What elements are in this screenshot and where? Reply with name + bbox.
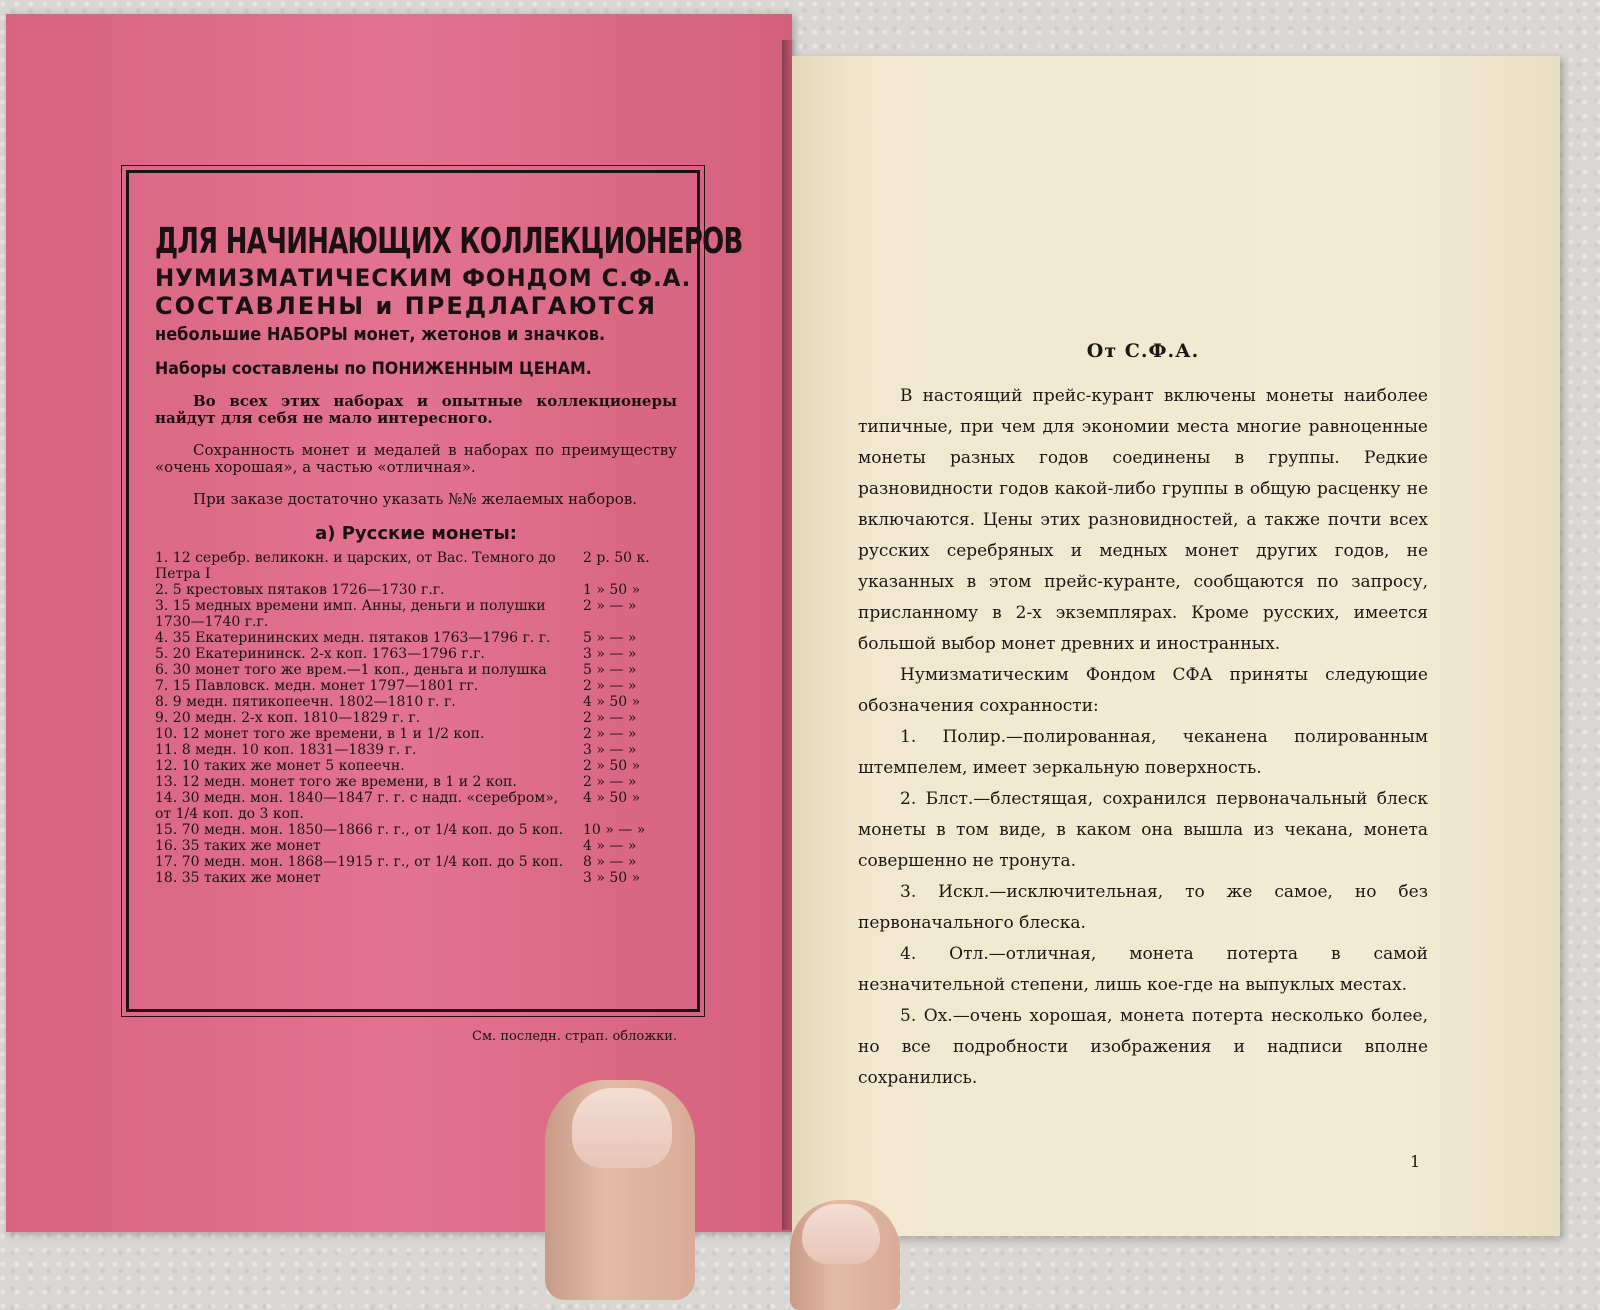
coin-set-description: 7. 15 Павловск. медн. монет 1797—1801 гг.	[155, 678, 479, 694]
coin-set-price: 4 » — »	[583, 838, 637, 854]
coin-set-price: 3 » — »	[583, 742, 637, 758]
coin-set-description: 18. 35 таких же монет	[155, 870, 321, 886]
coin-set-item	[155, 662, 677, 678]
coin-set-price: 10 » — »	[583, 822, 646, 838]
coin-set-price: 2 р. 50 к.	[583, 550, 650, 566]
page-number: 1	[1410, 1152, 1421, 1171]
coin-set-description: 8. 9 медн. пятикопеечн. 1802—1810 г. г.	[155, 694, 456, 710]
coin-set-item	[155, 726, 677, 742]
page-paragraph: 5. Ох.—очень хорошая, монета потерта несколько более, но все подробности изображения и надписи вполне сохранились.	[858, 1006, 1428, 1088]
coin-set-description: 12. 10 таких же монет 5 копеечн.	[155, 758, 405, 774]
coin-set-price: 1 » 50 »	[583, 582, 641, 598]
thumbnail-right	[802, 1204, 880, 1264]
coin-set-price: 2 » — »	[583, 774, 637, 790]
ad-line-fund: НУМИЗМАТИЧЕСКИМ ФОНДОМ С.Ф.А.	[155, 264, 692, 292]
right-page	[792, 56, 1560, 1236]
coin-set-price: 3 » — »	[583, 646, 637, 662]
coin-set-list	[155, 550, 677, 886]
coin-set-price: 2 » — »	[583, 710, 637, 726]
coin-set-description: 9. 20 медн. 2-х коп. 1810—1829 г. г.	[155, 710, 421, 726]
coin-set-item	[155, 550, 677, 582]
coin-set-item	[155, 838, 677, 854]
ad-line-prices: Наборы составлены по ПОНИЖЕННЫМ ЦЕНАМ.	[155, 359, 592, 379]
coin-set-item	[155, 646, 677, 662]
ad-paragraph-condition: Сохранность монет и медалей в наборах по преимуществу «очень хорошая», а частью «отличная».	[155, 441, 677, 476]
coin-set-description: 1. 12 серебр. великокн. и царских, от Вас. Темного до Петра I	[155, 550, 556, 582]
coin-set-description: 15. 70 медн. мон. 1850—1866 г. г., от 1/4 коп. до 5 коп.	[155, 822, 564, 838]
coin-set-description: 14. 30 медн. мон. 1840—1847 г. г. с надп. «серебром», от 1/4 коп. до 3 коп.	[155, 790, 559, 822]
coin-set-price: 2 » — »	[583, 598, 637, 614]
coin-set-item	[155, 582, 677, 598]
coin-set-description: 4. 35 Екатерининских медн. пятаков 1763—1796 г. г.	[155, 630, 551, 646]
coin-set-price: 4 » 50 »	[583, 790, 641, 806]
coin-set-price: 2 » 50 »	[583, 758, 641, 774]
coin-set-item	[155, 678, 677, 694]
coin-set-description: 17. 70 медн. мон. 1868—1915 г. г., от 1/4 коп. до 5 коп.	[155, 854, 564, 870]
thumbnail-left	[572, 1088, 672, 1168]
coin-set-price: 3 » 50 »	[583, 870, 641, 886]
ad-footnote: См. последн. страп. обложки.	[472, 1029, 678, 1044]
ad-paragraph-order: При заказе достаточно указать №№ желаемых наборов.	[193, 490, 638, 508]
coin-set-description: 11. 8 медн. 10 коп. 1831—1839 г. г.	[155, 742, 417, 758]
ad-heading: ДЛЯ НАЧИНАЮЩИХ КОЛЛЕКЦИОНЕРОВ	[155, 221, 743, 262]
coin-set-description: 6. 30 монет того же врем.—1 коп., деньга и полушка	[155, 662, 547, 678]
coin-set-price: 2 » — »	[583, 678, 637, 694]
coin-set-item	[155, 710, 677, 726]
left-cover-page	[6, 14, 792, 1232]
coin-set-item	[155, 854, 677, 870]
page-content	[858, 336, 1428, 1094]
advertisement-frame	[126, 170, 743, 1012]
coin-set-item	[155, 870, 677, 886]
ad-paragraph-experienced: Во всех этих наборах и опытные коллекционеры найдут для себя не мало интересного.	[155, 392, 677, 427]
page-paragraph: 2. Блст.—блестящая, сохранился первоначальный блеск монеты в том виде, в каком она вышла из чекана, монета совершенно не тронута.	[858, 789, 1428, 871]
coin-set-description: 2. 5 крестовых пятаков 1726—1730 г.г.	[155, 582, 445, 598]
coin-set-description: 13. 12 медн. монет того же времени, в 1 и 2 коп.	[155, 774, 517, 790]
coin-set-price: 5 » — »	[583, 630, 637, 646]
page-paragraph: В настоящий прейс-курант включены монеты наиболее типичные, при чем для экономии места многие равноценные монеты разных годов соединены в группы. Редкие разновидности годов какой-либо группы в общую расценку не включаются. Цены этих разновидностей, а также почти всех русских серебряных и медных монет других годов, не указанных в этом прейс-куранте, сообщаются по запросу, присланному в 2-х экземплярах. Кроме русских, имеется большой выбор монет древних и иностранных.	[858, 386, 1428, 654]
coin-set-description: 10. 12 монет того же времени, в 1 и 1/2 коп.	[155, 726, 485, 742]
page-paragraph: 3. Искл.—исключительная, то же самое, но без первоначального блеска.	[858, 882, 1428, 933]
coin-set-item	[155, 742, 677, 758]
ad-line-offered: СОСТАВЛЕНЫ и ПРЕДЛАГАЮТСЯ	[155, 292, 658, 320]
ad-subhead-russian-coins: а) Русские монеты:	[315, 523, 517, 544]
coin-set-price: 2 » — »	[583, 726, 637, 742]
page-title: От С.Ф.А.	[1086, 340, 1200, 362]
coin-set-description: 5. 20 Екатерининск. 2-х коп. 1763—1796 г.г.	[155, 646, 485, 662]
coin-set-item	[155, 598, 677, 630]
coin-set-item	[155, 630, 677, 646]
page-paragraph: 1. Полир.—полированная, чеканена полированным штемпелем, имеет зеркальную поверхность.	[858, 727, 1428, 778]
coin-set-price: 4 » 50 »	[583, 694, 641, 710]
page-paragraph: Нумизматическим Фондом СФА приняты следующие обозначения сохранности:	[858, 665, 1428, 716]
coin-set-item	[155, 774, 677, 790]
ad-line-sets: небольшие НАБОРЫ монет, жетонов и значков.	[155, 324, 606, 345]
page-paragraph: 4. Отл.—отличная, монета потерта в самой незначительной степени, лишь кое-где на выпуклых местах.	[858, 944, 1428, 995]
coin-set-item	[155, 694, 677, 710]
coin-set-item	[155, 790, 677, 822]
coin-set-description: 3. 15 медных времени имп. Анны, деньги и полушки 1730—1740 г.г.	[155, 598, 546, 630]
coin-set-price: 8 » — »	[583, 854, 637, 870]
coin-set-description: 16. 35 таких же монет	[155, 838, 321, 854]
coin-set-price: 5 » — »	[583, 662, 637, 678]
coin-set-item	[155, 758, 677, 774]
coin-set-item	[155, 822, 677, 838]
